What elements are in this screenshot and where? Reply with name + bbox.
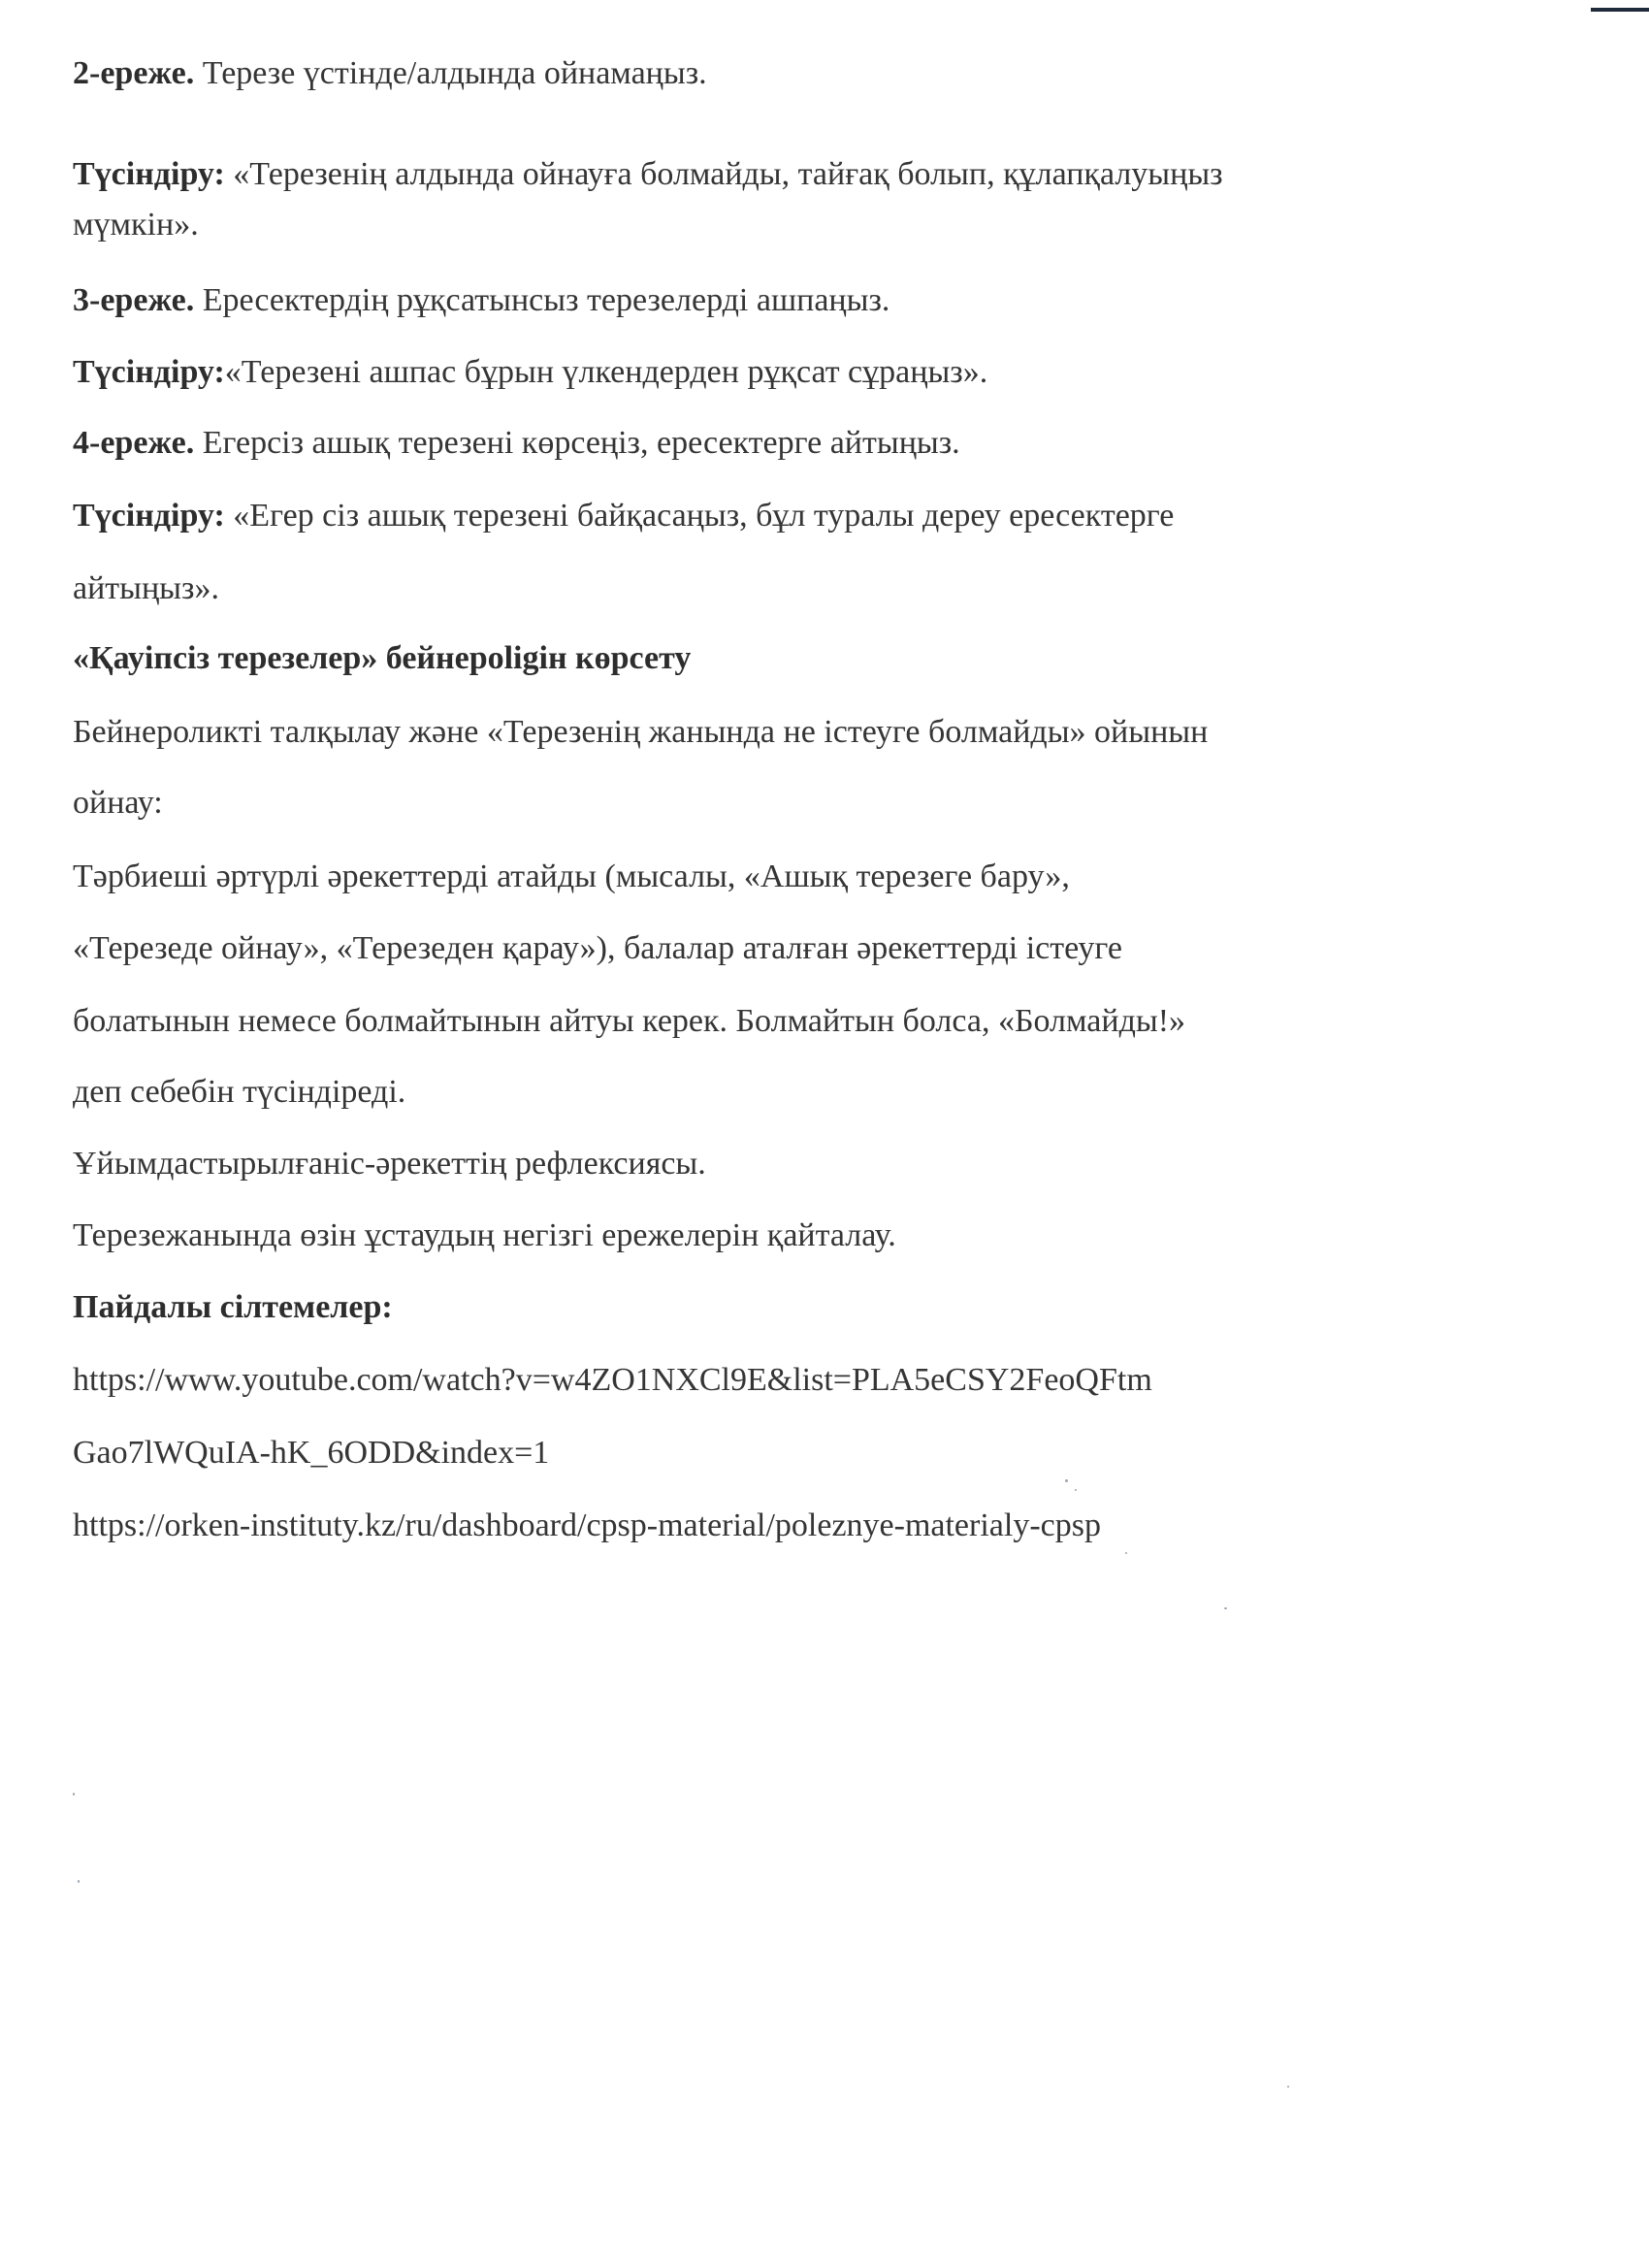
- explanation-3: [73, 353, 987, 392]
- explanation-2-text: «Терезенің алдында ойнауға болмайды, тайғақ болып, құлапқалуыңыз: [224, 156, 1223, 192]
- explanation-3-label: Түсіндіру:: [73, 354, 225, 390]
- explanation-3-text: «Терезені ашпас бұрын үлкендерден рұқсат сұраңыз».: [224, 354, 988, 390]
- link-youtube[interactable]: https://www.youtube.com/watch?v=w4ZO1NXCl9E&list=PLA5eCSY2FeoQFtm: [73, 1362, 1152, 1398]
- explanation-2: [73, 155, 1223, 194]
- game-line-2: «Терезеде ойнау», «Терезеден қарау»), балалар аталған әрекеттерді істеуге: [73, 930, 1122, 966]
- scan-speck: [1287, 2086, 1289, 2088]
- link-youtube-continued[interactable]: Gao7lWQuIA-hK_6ODD&index=1: [73, 1435, 550, 1471]
- rule-2-label: 2-ереже.: [73, 55, 195, 91]
- links-heading-text: Пайдалы сілтемелер:: [73, 1289, 393, 1325]
- rule-4-text: Егерсіз ашық терезені көрсеңіз, ересектерге айтыңыз.: [194, 425, 960, 461]
- scan-speck: [1065, 1479, 1068, 1482]
- scan-speck: [1075, 1489, 1077, 1491]
- scan-speck: [73, 1793, 75, 1796]
- rule-2-text: Терезе үстінде/алдында ойнамаңыз.: [194, 55, 707, 91]
- explanation-4-label: Түсіндіру:: [73, 498, 225, 534]
- explanation-2-continued: мүмкін».: [73, 207, 199, 243]
- rule-3-text: Ересектердің рұқсатынсыз терезелерді ашпаңыз.: [194, 282, 890, 318]
- scan-speck: [1224, 1607, 1227, 1609]
- discussion-line-1: Бейнероликті талқылау және «Терезенің жанында не істеуге болмайды» ойынын: [73, 714, 1209, 750]
- rule-4: [73, 424, 960, 463]
- video-heading-text: «Қауіпсіз терезелер» бейнероligін көрсету: [73, 640, 692, 676]
- repeat-rules: Терезежанында өзін ұстаудың негізгі ережелерін қайталау.: [73, 1217, 896, 1253]
- rule-3: [73, 281, 889, 320]
- game-line-4: деп себебін түсіндіреді.: [73, 1074, 406, 1110]
- links-heading: [73, 1288, 393, 1327]
- video-heading: [73, 639, 691, 678]
- link-orken[interactable]: https://orken-instituty.kz/ru/dashboard/cpsp-material/poleznye-materialy-cpsp: [73, 1507, 1101, 1543]
- scan-edge-mark: [1591, 8, 1649, 12]
- explanation-4-text: «Егер сіз ашық терезені байқасаңыз, бұл туралы дереу ересектерге: [224, 498, 1175, 534]
- rule-4-label: 4-ереже.: [73, 425, 195, 461]
- explanation-4-continued: айтыңыз».: [73, 570, 219, 606]
- rule-2: [73, 54, 707, 93]
- scan-speck: [78, 1880, 80, 1883]
- game-line-1: Тәрбиеші әртүрлі әрекеттерді атайды (мысалы, «Ашық терезеге бару»,: [73, 859, 1070, 894]
- discussion-line-2: ойнау:: [73, 785, 163, 821]
- scan-speck: [1125, 1552, 1127, 1554]
- reflection: Ұйымдастырылғаніс-әрекеттің рефлексиясы.: [73, 1146, 706, 1182]
- explanation-2-label: Түсіндіру:: [73, 156, 225, 192]
- explanation-4: [73, 497, 1174, 535]
- rule-3-label: 3-ереже.: [73, 282, 195, 318]
- game-line-3: болатынын немесе болмайтынын айтуы керек. Болмайтын болса, «Болмайды!»: [73, 1003, 1186, 1039]
